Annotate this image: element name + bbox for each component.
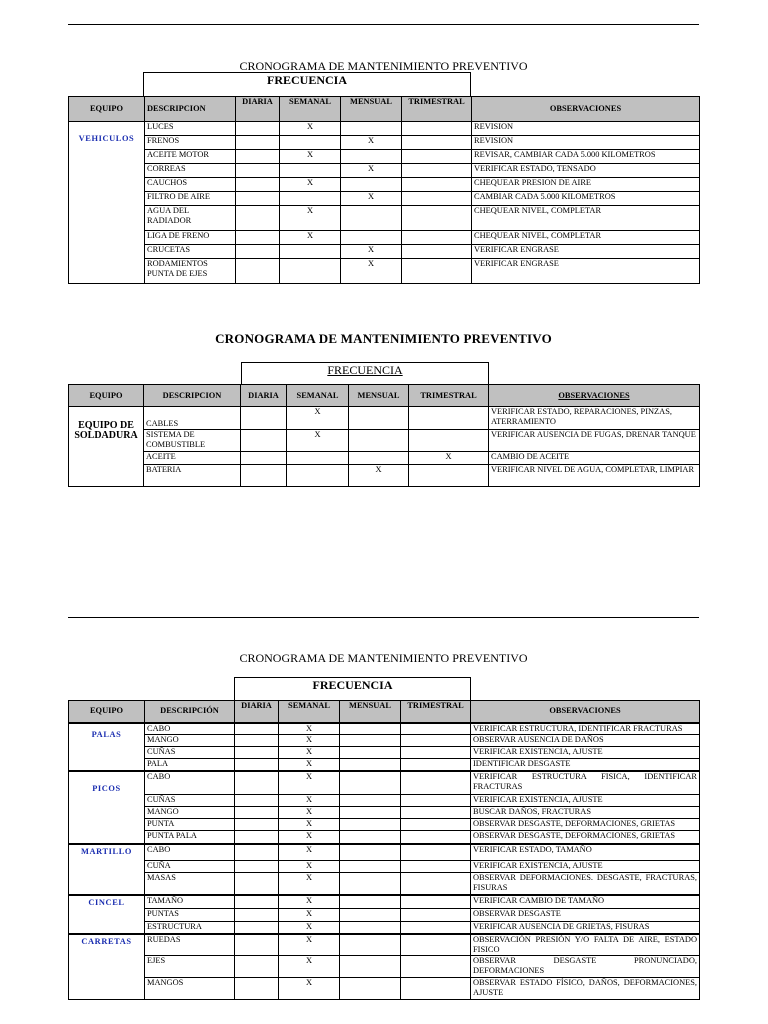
observaciones-cell: REVISION — [472, 136, 700, 150]
mensual-cell — [341, 178, 402, 192]
trimestral-cell — [402, 122, 472, 136]
header-diaria: DIARIA — [235, 701, 279, 723]
trimestral-cell — [401, 934, 471, 956]
mensual-cell: X — [341, 192, 402, 206]
equipo-cell: CARRETAS — [69, 934, 145, 1000]
mensual-cell — [340, 819, 401, 831]
observaciones-cell: VERIFICAR ESTRUCTURA, IDENTIFICAR FRACTURAS — [471, 723, 700, 735]
descripcion-cell: PUNTA PALA — [145, 831, 235, 844]
trimestral-cell — [401, 922, 471, 934]
diaria-cell — [235, 873, 279, 895]
trimestral-cell — [402, 259, 472, 284]
header-descripcion: DESCRIPCIÓN — [145, 701, 235, 723]
descripcion-cell: CRUCETAS — [145, 245, 236, 259]
diaria-cell — [236, 164, 280, 178]
equipo-cell: EQUIPO DE SOLDADURA — [69, 407, 144, 487]
trimestral-cell — [401, 978, 471, 1000]
observaciones-cell: VERIFICAR EXISTENCIA, AJUSTE — [471, 747, 700, 759]
mensual-cell — [340, 895, 401, 909]
mensual-cell — [341, 206, 402, 231]
observaciones-cell: OBSERVAR DESGASTE — [471, 909, 700, 922]
descripcion-cell: CUÑA — [145, 861, 235, 873]
header-equipo: EQUIPO — [69, 97, 145, 122]
table-row — [69, 407, 700, 430]
observaciones-cell: VERIFICAR ESTADO, REPARACIONES, PINZAS, ATERRAMIENTO — [489, 407, 700, 430]
header-diaria: DIARIA — [236, 97, 280, 122]
table-row — [69, 747, 700, 759]
top-rule — [68, 24, 699, 25]
descripcion-cell: AGUA DEL RADIADOR — [145, 206, 236, 231]
diaria-cell — [236, 150, 280, 164]
section2-table — [68, 384, 700, 487]
semanal-cell: X — [279, 735, 340, 747]
diaria-cell — [235, 922, 279, 934]
section3-frecuencia-header: FRECUENCIA — [234, 677, 471, 701]
semanal-cell: X — [279, 759, 340, 771]
table-row — [69, 922, 700, 934]
trimestral-cell — [401, 735, 471, 747]
semanal-cell: X — [279, 747, 340, 759]
observaciones-cell: VERIFICAR AUSENCIA DE GRIETAS, FISURAS — [471, 922, 700, 934]
observaciones-cell: VERIFICAR ENGRASE — [472, 259, 700, 284]
descripcion-cell: ACEITE MOTOR — [145, 150, 236, 164]
mensual-cell: X — [341, 164, 402, 178]
trimestral-cell — [402, 245, 472, 259]
mensual-cell: X — [341, 136, 402, 150]
table-row — [69, 231, 700, 245]
diaria-cell — [236, 122, 280, 136]
mensual-cell — [341, 231, 402, 245]
descripcion-cell: TAMAÑO — [145, 895, 235, 909]
trimestral-cell — [401, 819, 471, 831]
semanal-cell: X — [279, 807, 340, 819]
observaciones-cell: OBSERVAR DESGASTE PRONUNCIADO, DEFORMACIONES — [471, 956, 700, 978]
header-equipo: EQUIPO — [69, 701, 145, 723]
trimestral-cell — [401, 831, 471, 844]
equipo-cell: CINCEL — [69, 895, 145, 934]
header-mensual: MENSUAL — [341, 97, 402, 122]
semanal-cell: X — [287, 407, 349, 430]
trimestral-cell — [402, 150, 472, 164]
diaria-cell — [235, 934, 279, 956]
semanal-cell: X — [279, 922, 340, 934]
mensual-cell — [340, 978, 401, 1000]
observaciones-cell: VERIFICAR ENGRASE — [472, 245, 700, 259]
table-row — [69, 831, 700, 844]
header-observaciones — [489, 385, 700, 407]
semanal-cell — [280, 259, 341, 284]
table-row — [69, 771, 700, 795]
mensual-cell — [340, 861, 401, 873]
observaciones-cell: CHEQUEAR NIVEL, COMPLETAR — [472, 231, 700, 245]
descripcion-cell: CABO — [145, 844, 235, 861]
table-row — [69, 245, 700, 259]
descripcion-cell: LUCES — [145, 122, 236, 136]
descripcion-cell: MANGO — [145, 735, 235, 747]
semanal-cell: X — [287, 430, 349, 452]
diaria-cell — [235, 747, 279, 759]
trimestral-cell — [401, 747, 471, 759]
table-row — [69, 735, 700, 747]
table-row — [69, 978, 700, 1000]
diaria-cell — [235, 771, 279, 795]
section1-title: CRONOGRAMA DE MANTENIMIENTO PREVENTIVO — [239, 59, 528, 73]
equipo-cell: PALAS — [69, 723, 145, 771]
table-row — [69, 723, 700, 735]
semanal-cell: X — [279, 956, 340, 978]
trimestral-cell — [409, 430, 489, 452]
table-row — [69, 164, 700, 178]
header-descripcion: DESCRIPCION — [144, 385, 241, 407]
diaria-cell — [241, 465, 287, 487]
semanal-cell: X — [279, 831, 340, 844]
observaciones-cell: CHEQUEAR NIVEL, COMPLETAR — [472, 206, 700, 231]
descripcion-cell: CABO — [145, 771, 235, 795]
header-semanal: SEMANAL — [280, 97, 341, 122]
equipo-cell: MARTILLO — [69, 844, 145, 895]
trimestral-cell — [401, 844, 471, 861]
observaciones-cell: IDENTIFICAR DESGASTE — [471, 759, 700, 771]
descripcion-cell: CABLES — [144, 407, 241, 430]
table-row — [69, 795, 700, 807]
header-equipo: EQUIPO — [69, 385, 144, 407]
table-row — [69, 259, 700, 284]
section3-title: CRONOGRAMA DE MANTENIMIENTO PREVENTIVO — [239, 651, 528, 665]
observaciones-cell: OBSERVAR AUSENCIA DE DAÑOS — [471, 735, 700, 747]
equipo-cell: VEHICULOS — [69, 122, 145, 284]
table-row — [69, 759, 700, 771]
diaria-cell — [236, 206, 280, 231]
semanal-cell: X — [279, 895, 340, 909]
descripcion-cell: RODAMIENTOS PUNTA DE EJES — [145, 259, 236, 284]
table-row — [69, 956, 700, 978]
trimestral-cell — [401, 909, 471, 922]
mensual-cell — [340, 956, 401, 978]
trimestral-cell — [402, 178, 472, 192]
descripcion-cell: CUÑAS — [145, 795, 235, 807]
table-row — [69, 909, 700, 922]
observaciones-cell: OBSERVAR DESGASTE, DEFORMACIONES, GRIETAS — [471, 819, 700, 831]
descripcion-cell: PALA — [145, 759, 235, 771]
observaciones-cell: OBSERVAR DEFORMACIONES. DESGASTE, FRACTURAS, FISURAS — [471, 873, 700, 895]
section1-table — [68, 96, 700, 284]
semanal-cell — [287, 465, 349, 487]
diaria-cell — [235, 759, 279, 771]
mensual-cell — [340, 807, 401, 819]
semanal-cell: X — [279, 819, 340, 831]
semanal-cell: X — [280, 178, 341, 192]
trimestral-cell — [401, 895, 471, 909]
observaciones-cell: VERIFICAR ESTRUCTURA FISICA, IDENTIFICAR FRACTURAS — [471, 771, 700, 795]
trimestral-cell — [402, 164, 472, 178]
diaria-cell — [235, 895, 279, 909]
observaciones-cell: VERIFICAR ESTADO, TENSADO — [472, 164, 700, 178]
descripcion-cell: FRENOS — [145, 136, 236, 150]
equipo-cell: PICOS — [69, 771, 145, 844]
semanal-cell: X — [279, 909, 340, 922]
semanal-cell: X — [279, 934, 340, 956]
diaria-cell — [235, 861, 279, 873]
descripcion-cell: PUNTA — [145, 819, 235, 831]
observaciones-cell: VERIFICAR EXISTENCIA, AJUSTE — [471, 861, 700, 873]
trimestral-cell — [401, 873, 471, 895]
table-row — [69, 873, 700, 895]
header-trimestral: TRIMESTRAL — [409, 385, 489, 407]
mensual-cell — [340, 759, 401, 771]
semanal-cell: X — [279, 723, 340, 735]
mensual-cell — [340, 922, 401, 934]
trimestral-cell — [401, 771, 471, 795]
observaciones-cell: CHEQUEAR PRESION DE AIRE — [472, 178, 700, 192]
trimestral-cell — [401, 759, 471, 771]
table-row — [69, 136, 700, 150]
mensual-cell — [340, 831, 401, 844]
mensual-cell — [340, 735, 401, 747]
mensual-cell: X — [349, 465, 409, 487]
mensual-cell — [340, 909, 401, 922]
diaria-cell — [236, 259, 280, 284]
mensual-cell — [340, 723, 401, 735]
diaria-cell — [235, 909, 279, 922]
header-mensual: MENSUAL — [349, 385, 409, 407]
diaria-cell — [235, 844, 279, 861]
table-row — [69, 150, 700, 164]
mensual-cell — [340, 934, 401, 956]
descripcion-cell: CUÑAS — [145, 747, 235, 759]
mensual-cell — [340, 747, 401, 759]
diaria-cell — [235, 819, 279, 831]
observaciones-cell: BUSCAR DAÑOS, FRACTURAS — [471, 807, 700, 819]
trimestral-cell — [402, 192, 472, 206]
semanal-cell: X — [280, 231, 341, 245]
diaria-cell — [236, 178, 280, 192]
mensual-cell — [340, 844, 401, 861]
trimestral-cell — [401, 723, 471, 735]
table-row — [69, 122, 700, 136]
section3-table — [68, 700, 700, 1000]
descripcion-cell: MANGO — [145, 807, 235, 819]
header-diaria: DIARIA — [241, 385, 287, 407]
semanal-cell: X — [280, 150, 341, 164]
descripcion-cell: CAUCHOS — [145, 178, 236, 192]
section2-frecuencia-header: FRECUENCIA — [241, 362, 489, 385]
header-trimestral: TRIMESTRAL — [401, 701, 471, 723]
header-descripcion: DESCRIPCION — [145, 97, 236, 122]
trimestral-cell — [409, 407, 489, 430]
diaria-cell — [241, 452, 287, 465]
mensual-cell — [340, 771, 401, 795]
diaria-cell — [235, 831, 279, 844]
mensual-cell: X — [341, 245, 402, 259]
descripcion-cell: PUNTAS — [145, 909, 235, 922]
header-semanal: SEMANAL — [287, 385, 349, 407]
diaria-cell — [236, 192, 280, 206]
observaciones-cell: OBSERVACIÓN PRESIÓN Y/O FALTA DE AIRE, ESTADO FISICO — [471, 934, 700, 956]
observaciones-cell: VERIFICAR NIVEL DE AGUA, COMPLETAR, LIMPIAR — [489, 465, 700, 487]
diaria-cell — [235, 735, 279, 747]
diaria-cell — [235, 807, 279, 819]
diaria-cell — [236, 245, 280, 259]
table-row — [69, 861, 700, 873]
header-mensual: MENSUAL — [340, 701, 401, 723]
table-row — [69, 819, 700, 831]
mensual-cell — [349, 430, 409, 452]
semanal-cell: X — [279, 861, 340, 873]
table-row — [69, 465, 700, 487]
trimestral-cell — [401, 795, 471, 807]
descripcion-cell: SISTEMA DE COMBUSTIBLE — [144, 430, 241, 452]
header-observaciones: OBSERVACIONES — [472, 97, 700, 122]
observaciones-cell: REVISAR, CAMBIAR CADA 5.000 KILOMETROS — [472, 150, 700, 164]
trimestral-cell — [402, 231, 472, 245]
observaciones-cell: CAMBIO DE ACEITE — [489, 452, 700, 465]
trimestral-cell — [401, 956, 471, 978]
table-row — [69, 206, 700, 231]
trimestral-cell: X — [409, 452, 489, 465]
mensual-cell — [349, 452, 409, 465]
diaria-cell — [241, 430, 287, 452]
table-row — [69, 895, 700, 909]
semanal-cell — [287, 452, 349, 465]
observaciones-cell: VERIFICAR CAMBIO DE TAMAÑO — [471, 895, 700, 909]
descripcion-cell: LIGA DE FRENO — [145, 231, 236, 245]
observaciones-cell: REVISION — [472, 122, 700, 136]
table-row — [69, 430, 700, 452]
section2-title: CRONOGRAMA DE MANTENIMIENTO PREVENTIVO — [215, 331, 552, 346]
semanal-cell: X — [280, 122, 341, 136]
descripcion-cell: FILTRO DE AIRE — [145, 192, 236, 206]
semanal-cell: X — [279, 873, 340, 895]
observaciones-cell: CAMBIAR CADA 5.000 KILOMETROS — [472, 192, 700, 206]
observaciones-cell: OBSERVAR DESGASTE, DEFORMACIONES, GRIETAS — [471, 831, 700, 844]
observaciones-cell: VERIFICAR ESTADO, TAMAÑO — [471, 844, 700, 861]
semanal-cell — [280, 192, 341, 206]
diaria-cell — [236, 136, 280, 150]
table-row — [69, 452, 700, 465]
header-observaciones: OBSERVACIONES — [471, 701, 700, 723]
descripcion-cell: EJES — [145, 956, 235, 978]
descripcion-cell: CORREAS — [145, 164, 236, 178]
mensual-cell: X — [341, 259, 402, 284]
table-row — [69, 192, 700, 206]
mensual-cell — [340, 795, 401, 807]
descripcion-cell: ACEITE — [144, 452, 241, 465]
mensual-cell — [340, 873, 401, 895]
table-row — [69, 844, 700, 861]
descripcion-cell: ESTRUCTURA — [145, 922, 235, 934]
observaciones-cell: VERIFICAR AUSENCIA DE FUGAS, DRENAR TANQUE — [489, 430, 700, 452]
semanal-cell: X — [279, 771, 340, 795]
semanal-cell: X — [279, 844, 340, 861]
mensual-cell — [349, 407, 409, 430]
section1-frecuencia-header: FRECUENCIA — [143, 72, 471, 97]
middle-rule — [68, 617, 699, 618]
diaria-cell — [236, 231, 280, 245]
descripcion-cell: MASAS — [145, 873, 235, 895]
header-trimestral: TRIMESTRAL — [402, 97, 472, 122]
table-row — [69, 934, 700, 956]
semanal-cell: X — [279, 795, 340, 807]
descripcion-cell: RUEDAS — [145, 934, 235, 956]
diaria-cell — [235, 956, 279, 978]
descripcion-cell: BATERIA — [144, 465, 241, 487]
trimestral-cell — [409, 465, 489, 487]
descripcion-cell: MANGOS — [145, 978, 235, 1000]
trimestral-cell — [402, 206, 472, 231]
semanal-cell: X — [279, 978, 340, 1000]
table-row — [69, 807, 700, 819]
diaria-cell — [235, 723, 279, 735]
diaria-cell — [235, 795, 279, 807]
diaria-cell — [241, 407, 287, 430]
trimestral-cell — [401, 861, 471, 873]
semanal-cell — [280, 164, 341, 178]
semanal-cell — [280, 245, 341, 259]
semanal-cell — [280, 136, 341, 150]
trimestral-cell — [401, 807, 471, 819]
observaciones-label: OBSERVACIONES — [558, 390, 630, 400]
diaria-cell — [235, 978, 279, 1000]
trimestral-cell — [402, 136, 472, 150]
observaciones-cell: OBSERVAR ESTADO FÍSICO, DAÑOS, DEFORMACIONES, AJUSTE — [471, 978, 700, 1000]
descripcion-cell: CABO — [145, 723, 235, 735]
semanal-cell: X — [280, 206, 341, 231]
mensual-cell — [341, 150, 402, 164]
mensual-cell — [341, 122, 402, 136]
header-semanal: SEMANAL — [279, 701, 340, 723]
table-row — [69, 178, 700, 192]
observaciones-cell: VERIFICAR EXISTENCIA, AJUSTE — [471, 795, 700, 807]
